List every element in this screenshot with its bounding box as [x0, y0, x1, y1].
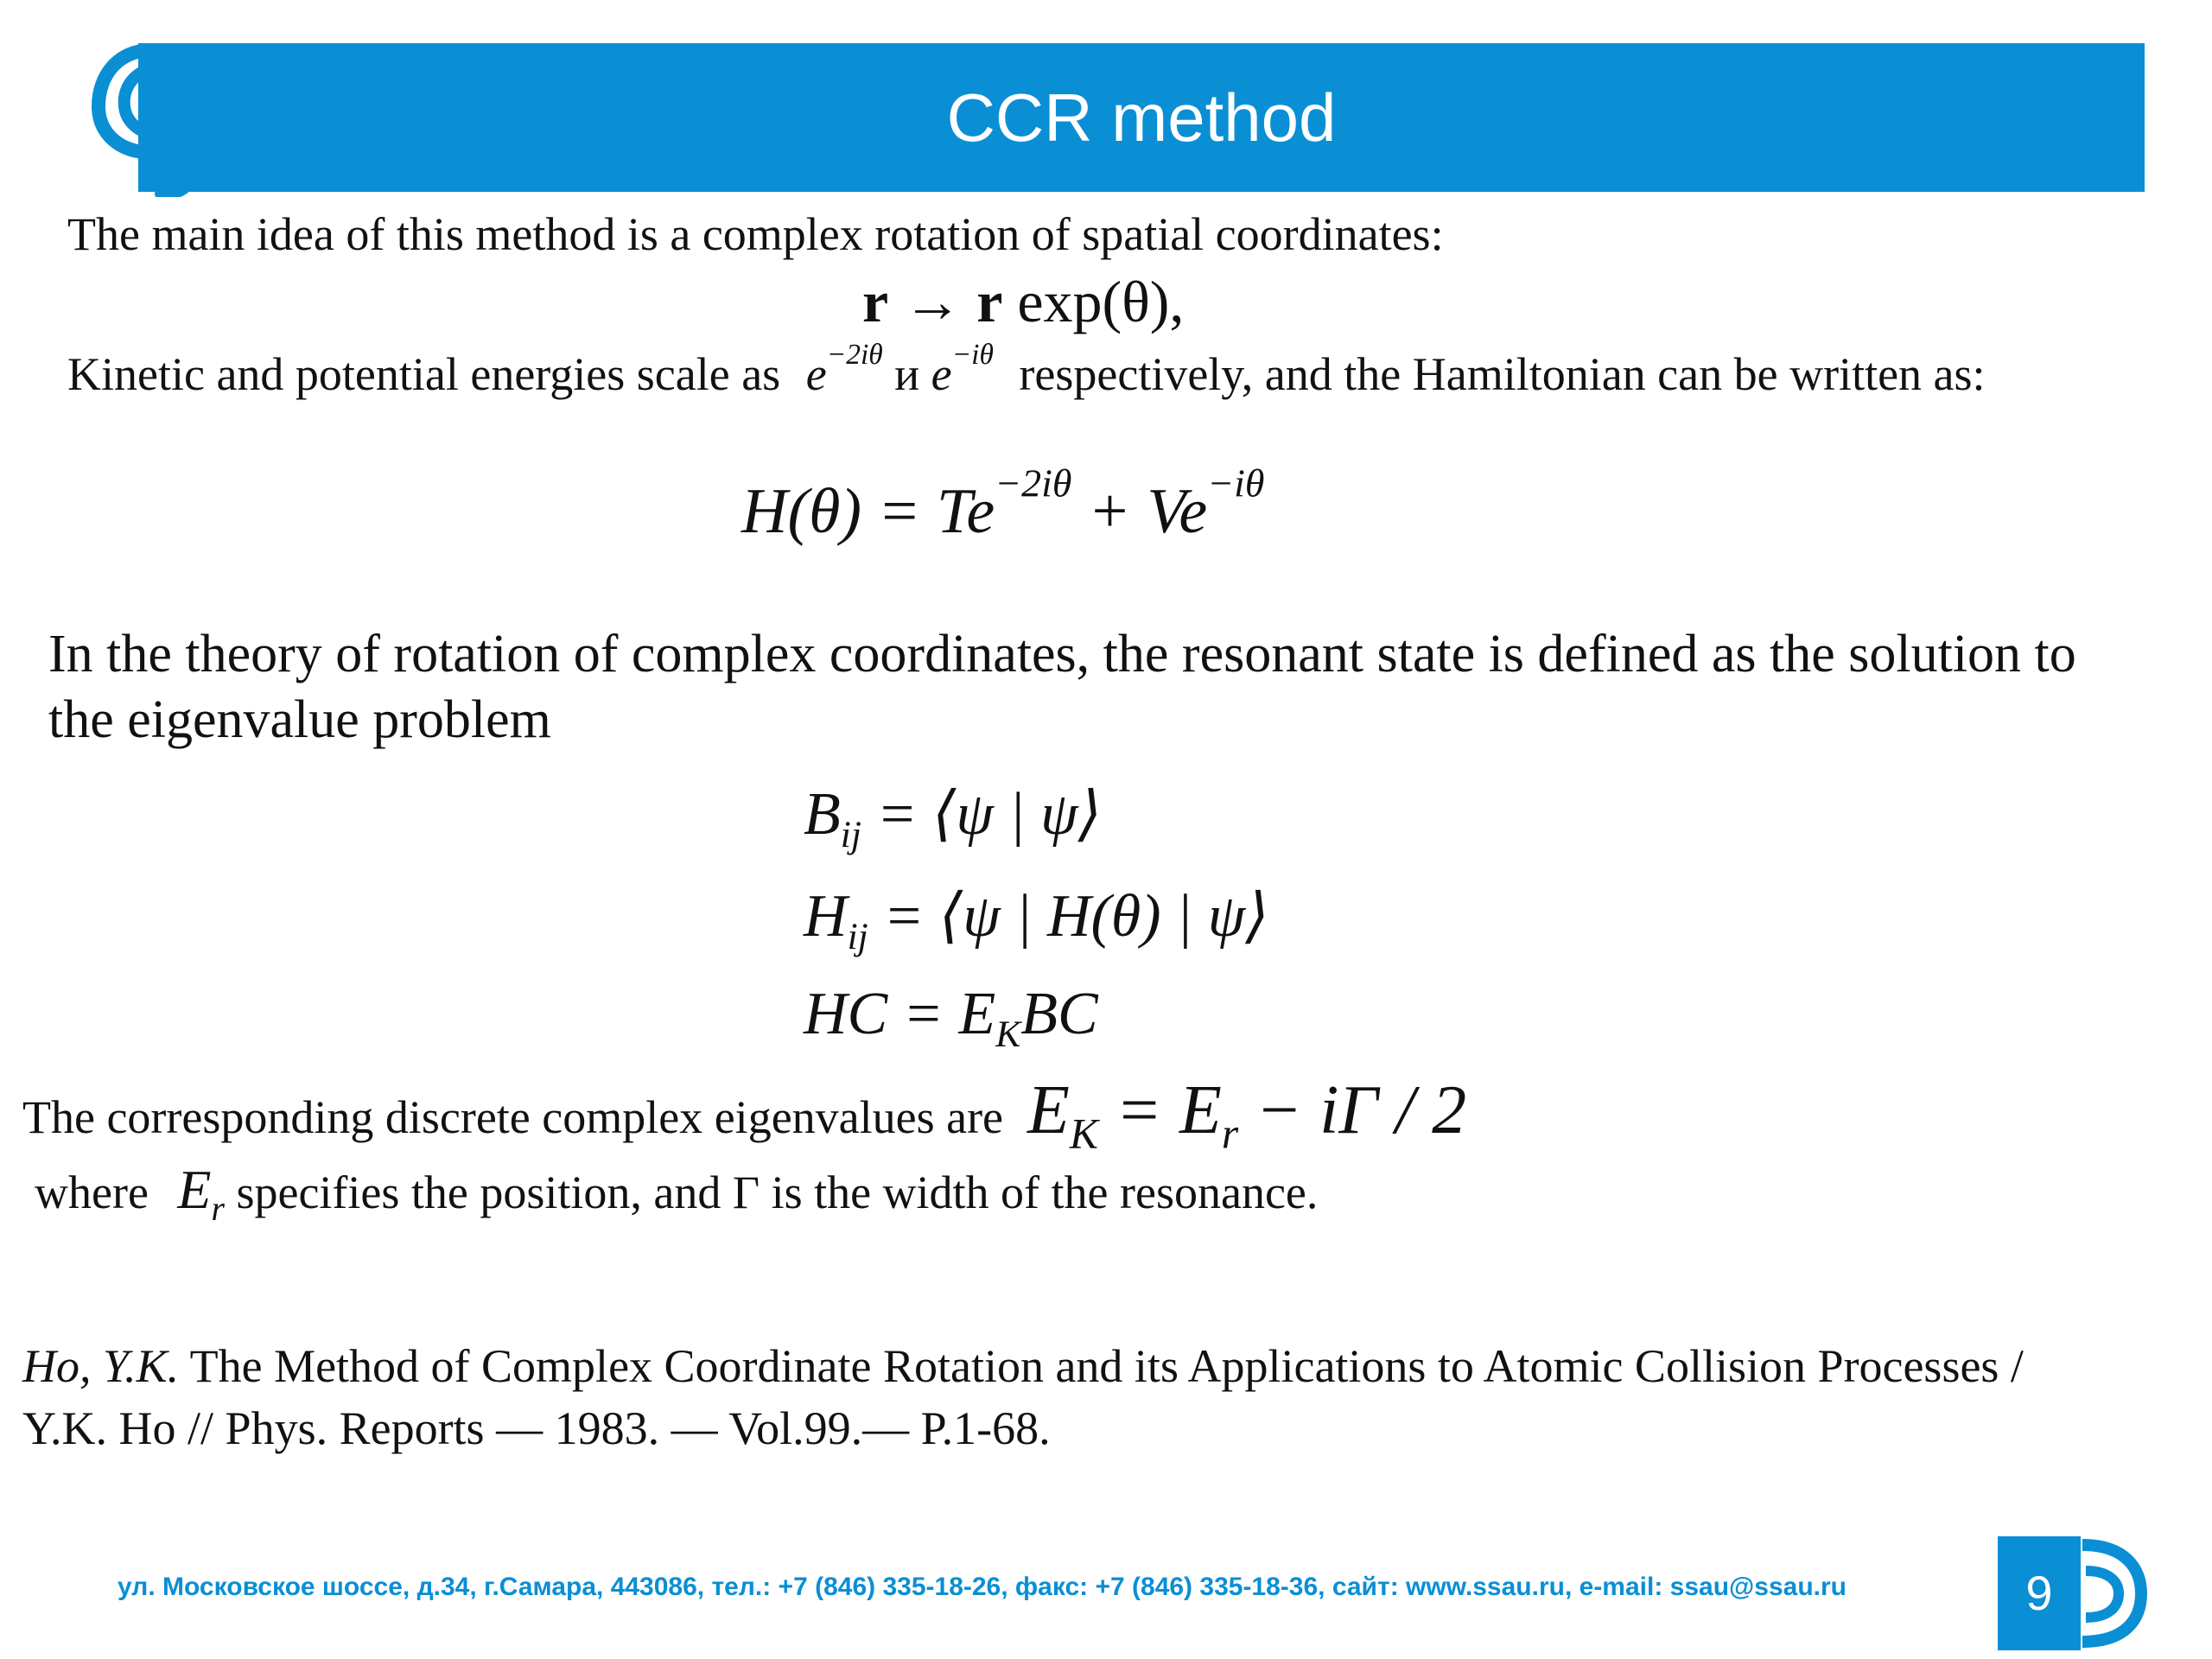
scaling-pre: Kinetic and potential energies scale as [67, 348, 781, 400]
reference-title: The Method of Complex Coordinate Rotation and its Applications to Atomic Collision Processes / [179, 1340, 2024, 1392]
scaling-post: respectively, and the Hamiltonian can be written as: [1019, 348, 1986, 400]
university-logo-small-icon [2074, 1535, 2148, 1652]
page-number: 9 [2025, 1566, 2053, 1620]
reference-author: Ho, Y.K. [22, 1340, 180, 1392]
eigenvalue-equation: HC = $E_KBC$ [804, 981, 1098, 1056]
kinetic-scale: $e^{-2i\theta}$ [805, 338, 883, 400]
footer-address: ул. Московское шоссе, д.34, г.Самара, 443086, тел.: +7 (846) 335-18-26, факс: +7 (846) 335-18-36, сайт: www.ssau.ru, e-mail: ssau@ssau.ru [118, 1573, 1847, 1601]
hamiltonian-matrix-equation: $H_{ij}$ = ⟨ψ | H(θ) | ψ⟩ [804, 883, 1269, 958]
reference-line-2: Y.K. Ho // Phys. Reports — 1983. — Vol.99.— P.1-68. [22, 1402, 1051, 1454]
eigenvalue-formula: $E_K = E_r - i\Gamma / 2$ [1027, 1072, 1467, 1158]
intro-text: The main idea of this method is a complex rotation of spatial coordinates: [67, 208, 1444, 260]
eigenvalues-line [22, 1071, 1467, 1158]
slide-title: CCR method [946, 79, 1337, 156]
eigen-pre: The corresponding discrete complex eigenvalues are [22, 1091, 1004, 1143]
rotation-formula [862, 268, 1184, 336]
university-logo-icon [92, 41, 213, 197]
scaling-conj: и [894, 348, 920, 400]
arrow: → [903, 269, 963, 334]
r-vector-2: r [976, 269, 1003, 334]
reference-line-1 [22, 1339, 2024, 1393]
exp-term: exp(θ), [1017, 269, 1185, 334]
hamiltonian-equation: $H(\theta) = Te^{-2i\theta} + Ve^{-i\theta}$ [741, 461, 1265, 547]
where-pre: where [35, 1166, 149, 1218]
position-symbol: $E_r$ [177, 1159, 225, 1228]
overlap-matrix-equation: $B_{ij}$ = ⟨ψ | ψ⟩ [804, 781, 1102, 856]
where-post: specifies the position, and Γ is the width of the resonance. [236, 1166, 1319, 1218]
where-line [35, 1158, 1319, 1228]
potential-scale: $e^{-i\theta}$ [931, 338, 994, 400]
scaling-line [67, 338, 1986, 401]
theory-line-2: the eigenvalue problem [48, 690, 551, 749]
theory-line-1: In the theory of rotation of complex coordinates, the resonant state is defined as the solution to [48, 625, 2076, 683]
r-vector: r [862, 269, 889, 334]
